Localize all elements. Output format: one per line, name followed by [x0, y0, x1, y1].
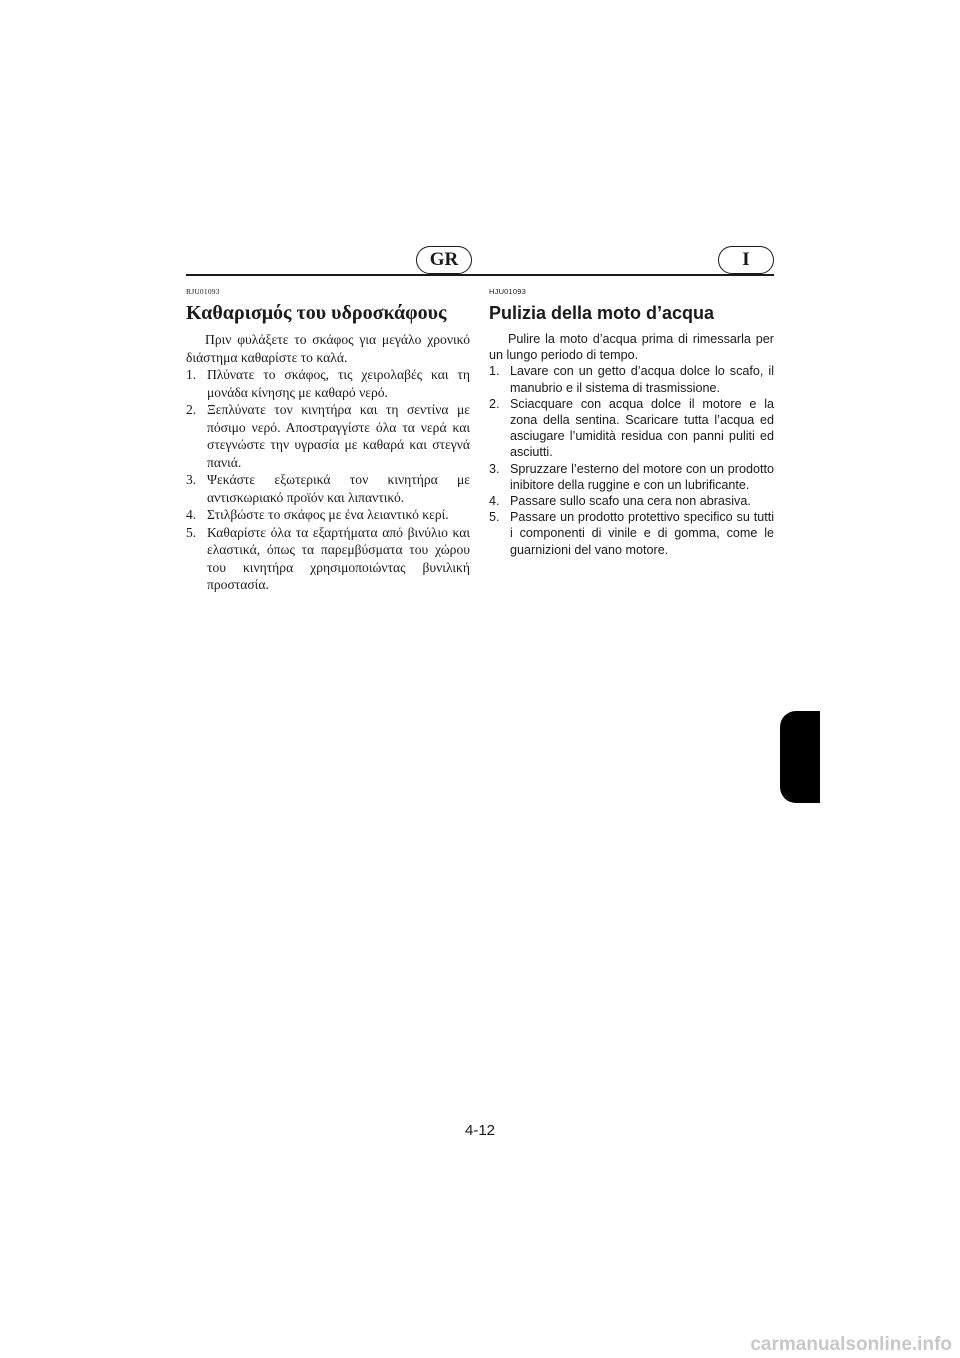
section-code: HJU01093 [489, 287, 527, 296]
intro-paragraph: Pulire la moto d’acqua prima di rimessarla per un lungo periodo di tempo. [489, 332, 774, 363]
step-item [489, 493, 774, 509]
step-item [489, 363, 774, 395]
step-number: 1. [186, 367, 197, 382]
steps-list [186, 366, 470, 594]
page-number: 4-12 [464, 1122, 496, 1139]
step-text: Καθαρίστε όλα τα εξαρτήματα από βινύλιο και ελαστικά, όπως τα παρεμβύσματα του χώρου του κινητήρα χρησιμοποιώντας βυνιλική προστασία. [207, 524, 470, 592]
chapter-thumb-tab [780, 711, 820, 803]
italian-column [489, 287, 774, 558]
step-text: Lavare con un getto d’acqua dolce lo scafo, il manubrio e il sistema di trasmissione. [510, 364, 774, 395]
section-code: RJU01093 [186, 287, 220, 296]
step-number: 5. [489, 510, 500, 525]
step-item [186, 506, 470, 524]
header-divider [186, 274, 774, 276]
section-title: Καθαρισμός του υδροσκάφους [186, 302, 447, 324]
step-item [186, 366, 470, 401]
step-item [186, 524, 470, 594]
step-text: Spruzzare l’esterno del motore con un prodotto inibitore della ruggine e con un lubrificante. [510, 461, 774, 492]
step-number: 1. [489, 364, 500, 379]
greek-column [186, 287, 470, 594]
section-title: Pulizia della moto d’acqua [489, 303, 715, 323]
language-badge-italian: I [718, 246, 774, 274]
step-text: Sciacquare con acqua dolce il motore e la zona della sentina. Scaricare tutta l’acqua ed asciugare l’umidità residua con panni puliti ed asciutti. [510, 396, 774, 460]
step-number: 4. [186, 507, 197, 522]
step-text: Ξεπλύνατε τον κινητήρα και τη σεντίνα με πόσιμο νερό. Αποστραγγίστε όλα τα νερά και στεγνώστε την υγρασία με καθαρά και στεγνά πανιά. [207, 402, 470, 470]
step-item [489, 461, 774, 493]
step-number: 2. [186, 402, 197, 417]
step-text: Passare un prodotto protettivo specifico su tutti i componenti di vinile e di gomma, come le guarnizioni del vano motore. [510, 510, 774, 557]
step-text: Στιλβώστε το σκάφος με ένα λειαντικό κερί. [207, 507, 449, 522]
step-number: 3. [489, 461, 500, 476]
step-number: 5. [186, 524, 197, 540]
language-badge-greek: GR [416, 246, 472, 274]
steps-list [489, 363, 774, 557]
step-number: 4. [489, 494, 500, 509]
step-item [489, 396, 774, 461]
intro-paragraph: Πριν φυλάξετε το σκάφος για μεγάλο χρονικό διάστημα καθαρίστε το καλά. [186, 332, 470, 365]
step-text: Πλύνατε το σκάφος, τις χειρολαβές και τη μονάδα κίνησης με καθαρό νερό. [207, 367, 470, 400]
step-number: 3. [186, 472, 197, 487]
step-item [186, 471, 470, 506]
step-text: Ψεκάστε εξωτερικά τον κινητήρα με αντισκωριακό προϊόν και λιπαντικό. [207, 472, 470, 505]
step-number: 2. [489, 396, 500, 411]
site-watermark: carmanualsonline.info [750, 1334, 952, 1355]
step-text: Passare sullo scafo una cera non abrasiva. [510, 494, 751, 509]
step-item [489, 509, 774, 558]
step-item [186, 401, 470, 471]
